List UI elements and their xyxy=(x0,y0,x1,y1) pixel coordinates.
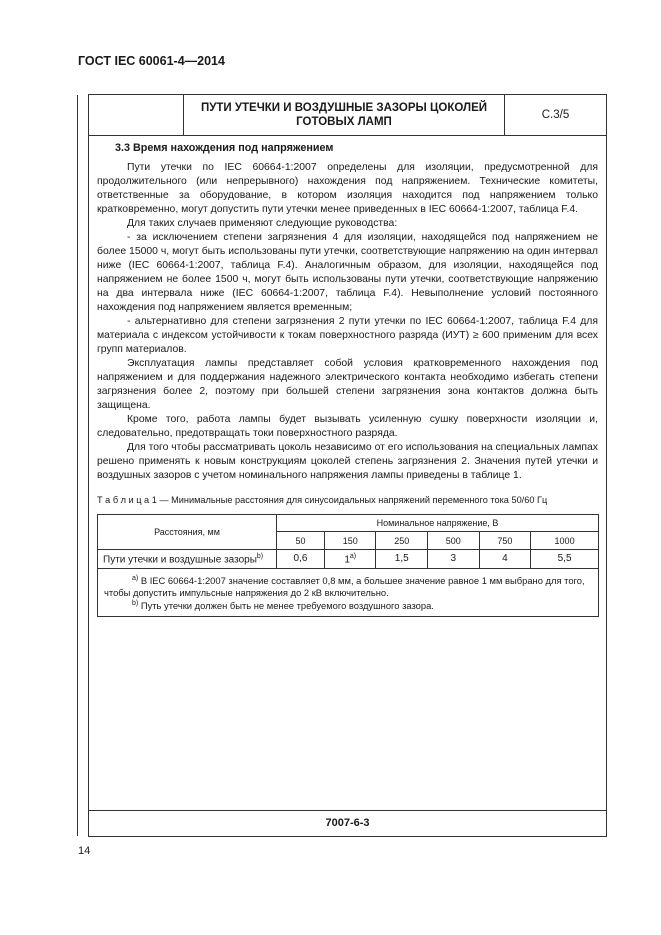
sheet-title: ПУТИ УТЕЧКИ И ВОЗДУШНЫЕ ЗАЗОРЫ ЦОКОЛЕЙ ГОТОВЫХ ЛАМП xyxy=(184,95,505,135)
value-cell xyxy=(324,550,376,569)
footnote-mark: b) xyxy=(132,600,139,608)
row-header-cell: Расстояния, мм xyxy=(98,515,277,550)
voltage-cell: 750 xyxy=(479,532,531,550)
note-text: В IEC 60664-1:2007 значение составляет 0,8 мм, а большее значение равное 1 мм выбрано для того, чтобы допустить импульсные напряжения до 2 кВ включительно. xyxy=(104,575,585,598)
footnote-mark: a) xyxy=(349,553,357,561)
sheet-footer-code: 7007-6-3 xyxy=(325,817,370,829)
voltage-cell: 50 xyxy=(277,532,325,550)
document-code: ГОСТ IEC 60061-4—2014 xyxy=(78,54,225,68)
value-cell: 3 xyxy=(428,550,480,569)
footnote-mark: a) xyxy=(132,575,139,582)
paragraph: Эксплуатация лампы представляет собой условия кратковременного нахождения под напряжением и для поддержания надежного электрического контакта необходимо избегать степени загрязнения более 2, поэтому при большей степени загрязнения зона контактов должна быть защищена. xyxy=(97,358,598,411)
sheet-header xyxy=(89,95,606,136)
paragraph: - за исключением степени загрязнения 4 для изоляции, находящейся под напряжением не более 15000 ч, могут быть использованы пути утечки, соответствующие напряжению на один интервал ниже (IEC 60664-1:2007, таблица F.4). Аналогичным образом, для изоляции, находящейся под напряжением не более 1500 ч, могут быть использованы пути утечки, соответствующие напряжению на два интервала ниже (IEC 60664-1:2007, таблица F.4). Невыполнение условий постоянного нахождения под напряжением является временным; xyxy=(97,232,598,313)
notes-row xyxy=(98,569,599,617)
sheet-frame xyxy=(88,94,607,837)
table-row xyxy=(98,550,599,569)
table-note xyxy=(104,573,592,598)
paragraph: Пути утечки по IEC 60664-1:2007 определены для изоляции, предусмотренной для продолжительного (или непрерывного) нахождения под напряжением. Технические комитеты, ответственные за оборудование, в котором изоляция находится под напряжением только кратковременно, могут допустить пути утечки менее приведенных в IEC 60664-1:2007, таблица F.4. xyxy=(97,162,598,215)
paragraph: Для таких случаев применяют следующие руководства: xyxy=(127,218,398,229)
value-cell: 4 xyxy=(479,550,531,569)
row-label: Пути утечки и воздушные зазоры xyxy=(103,554,257,566)
table-header-row xyxy=(98,515,599,532)
section-heading: 3.3 Время нахождения под напряжением xyxy=(115,142,334,154)
sheet-header-empty-cell xyxy=(89,95,184,135)
footer-divider xyxy=(89,810,606,811)
sheet-content xyxy=(97,139,598,617)
voltage-cell: 1000 xyxy=(531,532,599,550)
value-cell: 0,6 xyxy=(277,550,325,569)
table-caption: Т а б л и ц а 1 — Минимальные расстояния для синусоидальных напряжений переменного тока 50/60 Гц xyxy=(97,495,548,505)
value: 1 xyxy=(344,554,350,566)
sheet-number: С.3/5 xyxy=(541,109,570,121)
paragraph: Для того чтобы рассматривать цоколь независимо от его использования на специальных лампах решено применять к новым конструкциям цоколей степень загрязнения 2. Значения путей утечки и воздушных зазоров с учетом номинального напряжения лампы приведены в таблице 1. xyxy=(97,442,598,481)
voltage-group-header: Номинальное напряжение, В xyxy=(277,515,599,532)
paragraph: - альтернативно для степени загрязнения 2 пути утечки по IEC 60664-1:2007, таблица F.4 для материала с индексом устойчивости к токам поверхностного разряда (ИУТ) ≥ 600 применим для всех групп материалов. xyxy=(97,316,598,355)
voltage-cell: 150 xyxy=(324,532,376,550)
table-note xyxy=(104,598,592,612)
paragraph: Кроме того, работа лампы будет вызывать усиленную сушку поверхности изоляции и, следовательно, предотвращать токи поверхностного разряда. xyxy=(97,414,598,439)
voltage-cell: 250 xyxy=(376,532,428,550)
table-notes xyxy=(98,569,599,617)
note-text: Путь утечки должен быть не менее требуемого воздушного зазора. xyxy=(138,600,434,612)
value-cell: 5,5 xyxy=(531,550,599,569)
page-number: 14 xyxy=(78,845,91,857)
binding-margin-line xyxy=(77,95,78,836)
footnote-mark: b) xyxy=(256,553,264,561)
row-label-cell xyxy=(98,550,277,569)
clearance-table xyxy=(97,514,599,617)
voltage-cell: 500 xyxy=(428,532,480,550)
value-cell: 1,5 xyxy=(376,550,428,569)
